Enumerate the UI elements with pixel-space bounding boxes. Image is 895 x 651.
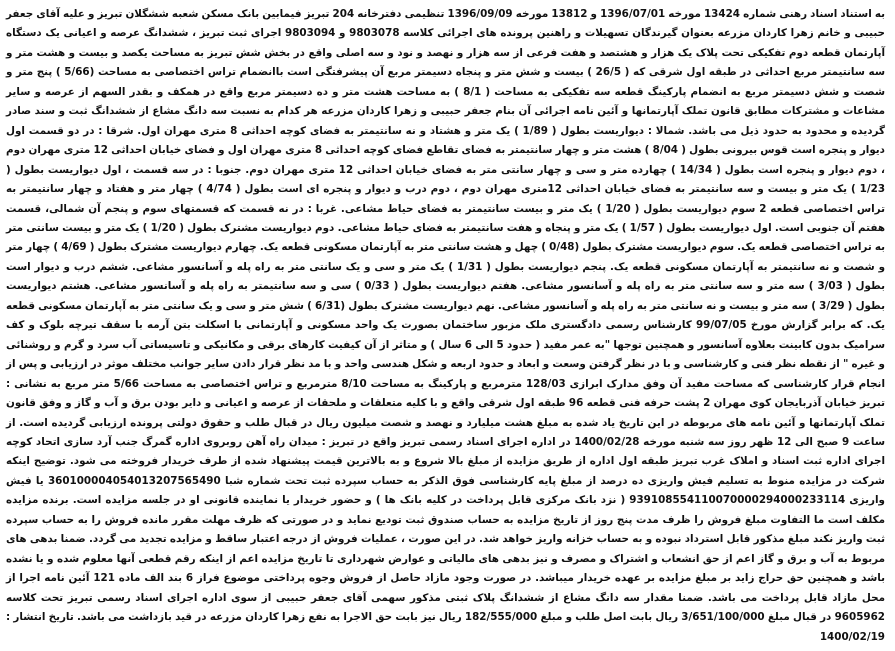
auction-notice-text: به استناد اسناد رهنی شماره 13424 مورخه 1396/07/01 و 13812 مورخه 1396/09/09 تنظیمی دفترخانه 204 تبریز فیمابین بانک مسکن شعبه ششگلان تبریز و علیه آقای جعفر حبیبی و خانم زهرا کاردان مزرعه بعنوان گیرندگان تسهیلات و راهنین پرونده های اجرائی کلاسه 9803078 و 9803094 اجرای ثبت تبریز ، ششدانگ عرصه و اعیانی یک دستگاه آپارتمان قطعه دوم تفکیکی تحت پلاک یک هزار و هشتصد و هفت فرعی از سه هزار و نهصد و نود و سه اصلی واقع در بخش شش تبریز به مساحت یکصد و بیست و هشت متر و سه سانتیمتر مربع احداثی در طبقه اول شرقی که ( 26/5 ) بیست و شش متر و پنجاه دسیمتر مربع آن پیشرفتگی است باانضمام تراس اختصاصی به مساحت (5/66 ) پنج متر و شصت و شش دسیمتر مربع به انضمام پارکینگ قطعه سه تفکیکی به مساحت ( 8/1 ) به مساحت هشت متر و ده دسیمتر مربع واقع در همکف و بقدر السهم از عرصه و سایر مشاعات و مشترکات مطابق قانون تملک آپارتمانها و آئین نامه اجرائی آن بنام جعفر حبیبی و زهرا کاردان مزرعه هر کدام به نسبت سه دانگ مشاع از ششدانگ ثبت و سند صادر گردیده و محدود به حدود ذیل می باشد. شمالا : دیواریست بطول ( 1/89 ) یک متر و هشتاد و نه سانتیمتر به فضای کوچه احداثی 8 متری مهران اول. شرقا : در دو قسمت اول دیوار و پنجره است قوس بیرونی بطول ( 8/04 ) هشت متر و چهار سانتیمتر به فضای تقاطع فضای کوچه احداثی 8 متری مهران اول و فضای خیابان احداثی 12 متری مهران دوم ، دوم دیوار و پنجره است بطول ( 14/34 ) چهارده متر و سی و چهار سانتی متر به فضای خیابان احداثی 12 متری مهران دوم. جنوبا : در سه قسمت ، اول دیواریست بطول ( 1/23 ) یک متر و بیست و سه سانتیمتر به فضای خیابان احداثی 12متری مهران دوم ، دوم درب و دیوار و پنجره ای است بطول ( 4/74 ) چهار متر و هفتاد و چهار سانتیمتر به تراس اختصاصی قطعه 2 سوم دیواریست بطول ( 1/20 ) یک متر و بیست سانتیمتر به فضای حیاط مشاعی. غربا : در نه قسمت که قسمتهای سوم و پنجم آن شمالی، قسمت هفتم آن جنوبی است. اول دیواریست بطول ( 1/57 ) یک متر و پنجاه و هفت سانتیمتر به فضای حیاط مشاعی. دوم دیواریست مشترک بطول ( 1/20 ) یک متر و بیست سانتی متر به تراس اختصاصی قطعه یک. سوم دیواریست مشترک بطول (0/48 ) چهل و هشت سانتی متر به آپارتمان مسکونی قطعه یک. چهارم دیواریست مشترک بطول ( 4/69 ) چهار متر و شصت و نه سانتیمتر به آپارتمان مسکونی قطعه یک. پنجم دیواریست بطول ( 1/31 ) یک متر و سی و یک سانتی متر به راه پله و آسانسور مشاعی. ششم درب و دیوار است بطول ( 3/03 ) سه متر و سه سانتی متر به راه پله و آسانسور مشاعی. هفتم دیواریست بطول ( 0/33 ) سی و سه سانتیمتر به راه پله و آسانسور مشاعی. هشتم دیواریست بطول ( 3/29 ) سه متر و بیست و نه سانتی متر به راه پله و آسانسور مشاعی. نهم دیواریست مشترک بطول (6/31 ) شش متر و سی و یک سانتی متر به آپارتمان مسکونی قطعه یک. که برابر گزارش مورخ 99/07/05 کارشناس رسمی دادگستری ملک مزبور ساختمان بصورت یک واحد مسکونی و آپارتمانی با اسکلت بتن آرمه با سقف تیرچه بلوک و کف سرامیک بدون کابینت بعلاوه آسانسور و همچنین توجها "به عمر مفید ( حدود 5 الی 6 سال ) و متاثر از آن کیفیت کارهای برقی و مکانیکی و تاسیساتی آب سرد و گرم و روشنائی و غیره " از نقطه نظر فنی و کارشناسی و با در نظر گرفتن وسعت و ابعاد و حدود اربعه و شکل هندسی واحد و با مد نظر قرار دادن سایر جوانب مختلف موثر در ارزیابی و پس از انجام قرار کارشناسی که مساحت مفید آن وفق مدارک ابرازی 128/03 مترمربع و پارکینگ به مساحت 8/10 مترمربع و تراس اختصاصی به مساحت 5/66 متر مربع به نشانی : تبریز خیابان آذربایجان کوی مهران 2 پشت حرفه فنی قطعه 96 طبقه اول شرقی واقع و با کلیه متعلقات و ملحقات از عرصه و اعیانی و دایر بودن برق و آب و گاز و وفق قانون تملک آپارتمانها و آئین نامه های مربوطه در این تاریخ یاد شده به مبلغ هشت میلیارد و نهصد و شصت میلیون ریال در قبال طلب و حقوق دولتی پرونده ارزیابی گردیده است. از ساعت 9 صبح الی 12 ظهر روز سه شنبه مورخه 1400/02/28 در اداره اجرای اسناد رسمی تبریز واقع در تبریز : میدان راه آهن روبروی اداره گمرگ جنب آرد سازی اتحاد کوچه اجرای اداره ثبت اسناد و املاک غرب تبریز طبقه اول اداره از طریق مزایده از مبلغ بالا شروع و به بالاترین قیمت پیشنهاد شده از طرف خریدار فروخته می شود. توضیح اینکه شرکت در مزایده منوط به تسلیم فیش واریزی ده درصد از مبلغ پایه کارشناسی فوق الذکر به حساب سپرده ثبت تحت شماره شبا 360100004054013207565490 یا فیش واریزی 939108554110070000294000233114 ( نزد بانک مرکزی قابل پرداخت در کلیه بانک ها ) و حضور خریدار یا نماینده قانونی او در جلسه مزایده است. برنده مزایده مکلف است ما التفاوت مبلغ فروش را ظرف مدت پنج روز از تاریخ مزایده به حساب صندوق ثبت تودیع نماید و در صورتی که ظرف مهلت مقرر مانده فروش را به حساب سپرده ثبت واریز نکند مبلغ مذکور قابل استرداد نبوده و به حساب خزانه واریز خواهد شد. در این صورت ، عملیات فروش از درجه اعتبار ساقط و مزایده تجدید می گردد. ضمنا بدهی های مربوط به آب و برق و گاز اعم از حق انشعاب و اشتراک و مصرف و نیز بدهی های مالیاتی و عوارض شهرداری تا تاریخ مزایده اعم از اینکه رقم قطعی آنها معلوم شده و یا نشده باشد و همچنین حق حراج زاید بر مبلغ مزایده بر عهده خریدار میباشد. در صورت وجود مازاد حاصل از فروش وجوه پرداختی موضوع فراز 6 بند الف ماده 121 آئین نامه اجرا از محل مازاد قابل پرداخت می باشد. ضمنا مقدار سه دانگ مشاع از ششدانگ پلاک ثبتی مذکور سهمی آقای جعفر حبیبی از سوی اداره اجرای اسناد رسمی تبریز تحت کلاسه 9605962 در قبال مبلغ 3/651/100/000 ریال بابت اصل طلب و مبلغ 182/555/000 ریال نیز بابت حق الاجرا به نفع زهرا کاردان مزرعه در قید بازداشت می باشد. تاریخ انتشار : 1400/02/19 [6, 8, 886, 643]
